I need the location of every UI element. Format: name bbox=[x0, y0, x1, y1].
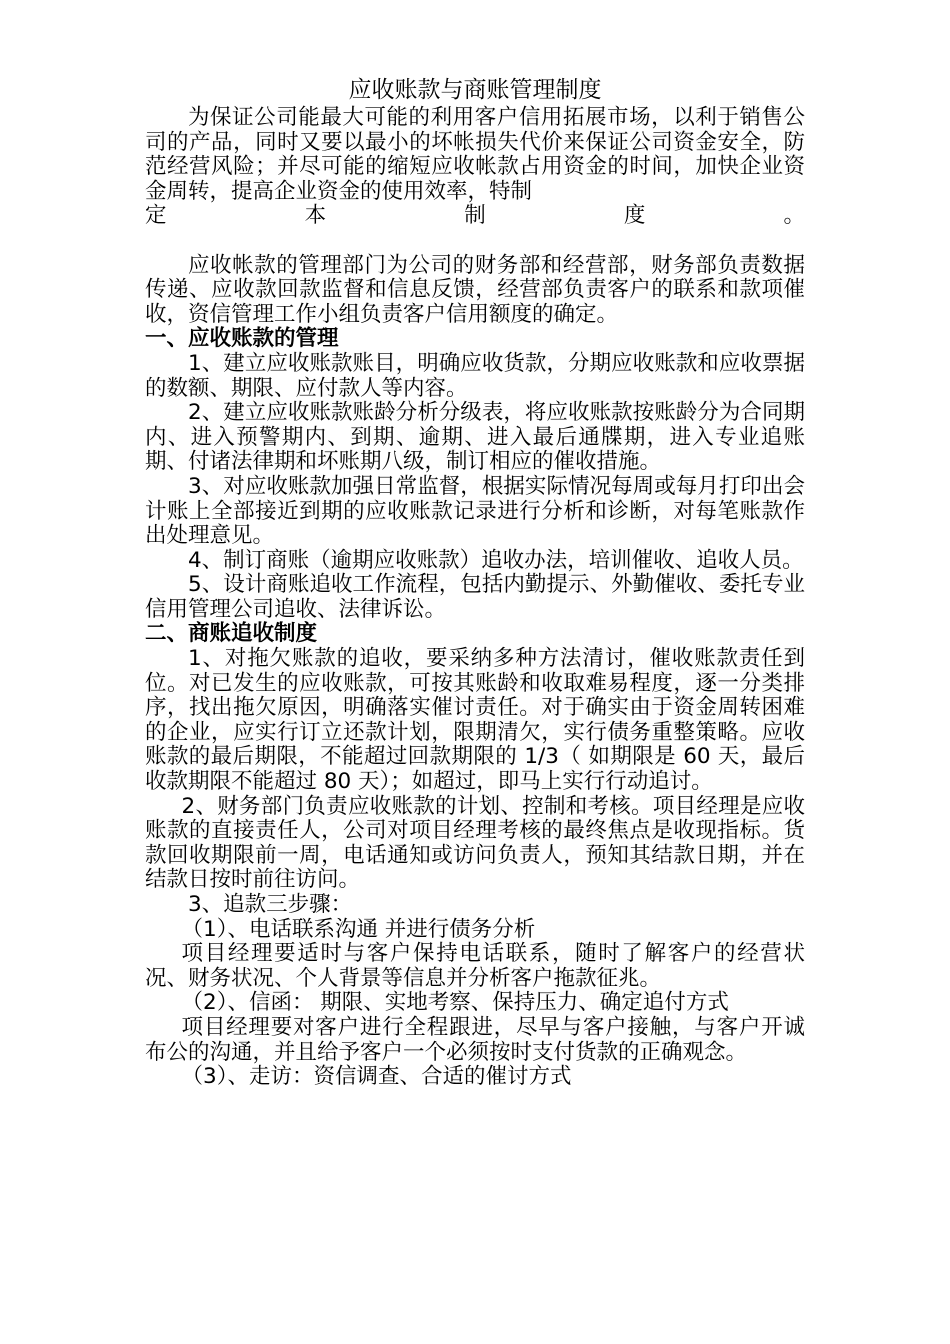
tail-char: 。 bbox=[783, 203, 805, 229]
section2-item: 2、财务部门负责应收账款的计划、控制和考核。项目经理是应收账款的直接责任人，公司对项目经理考核的最终焦点是收现指标。货款回收期限前一周，电话通知或访问负责人，预知其结款日期，并在结款日按时前往访问。 bbox=[145, 793, 805, 893]
document-page bbox=[145, 76, 805, 1090]
section-heading: 一、应收账款的管理 bbox=[145, 326, 339, 352]
section1-item: 3、对应收账款加强日常监督，根据实际情况每周或每月打印出会计账上全部接近到期的应收账款记录进行分析和诊断，对每笔账款作出处理意见。 bbox=[145, 473, 805, 549]
section-heading: 二、商账追收制度 bbox=[145, 621, 318, 647]
step-body: 项目经理要适时与客户保持电话联系，随时了解客户的经营状况、财务状况、个人背景等信息并分析客户拖款征兆。 bbox=[145, 941, 805, 991]
blank-line bbox=[145, 229, 805, 254]
section1-item: 5、设计商账追收工作流程，包括内勤提示、外勤催收、委托专业信用管理公司追收、法律诉讼。 bbox=[145, 572, 805, 622]
management-paragraph: 应收帐款的管理部门为公司的财务部和经营部，财务部负责数据传递、应收款回款监督和信息反馈，经营部负责客户的联系和款项催收，资信管理工作小组负责客户信用额度的确定。 bbox=[145, 252, 805, 327]
step-title: （3）、走访：资信调查、合适的催讨方式 bbox=[181, 1064, 572, 1090]
section2-item: 1、对拖欠账款的追收，要采纳多种方法清讨，催收账款责任到位。对已发生的应收账款，可按其账龄和收取难易程度，逐一分类排序，找出拖欠原因，明确落实催讨责任。对于确实由于资金周转困难的企业，应实行订立还款计划，限期清欠，实行债务重整策略。应收账款的最后期限，不能超过回款期限的 1/3（ 如期限是 60 天，最后收款期限不能超过 80 天）；如超过，即马上实行行动追讨。 bbox=[145, 646, 805, 795]
step-title: （2）、信函： 期限、实地考察、保持压力、确定追付方式 bbox=[181, 990, 729, 1016]
section1-item: 4、制订商账（逾期应收账款）追收办法，培训催收、追收人员。 bbox=[188, 547, 804, 573]
tail-char: 本 bbox=[304, 203, 327, 229]
tail-char: 度 bbox=[623, 203, 646, 229]
intro-paragraph: 为保证公司能最大可能的利用客户信用拓展市场，以利于销售公司的产品，同时又要以最小的坏帐损失代价来保证公司资金安全，防范经营风险；并尽可能的缩短应收帐款占用资金的时间，加快企业资金周转，提高企业资金的使用效率，特制 bbox=[145, 105, 805, 204]
tail-char: 制 bbox=[464, 203, 486, 229]
section1-item: 1、建立应收账款账目，明确应收货款，分期应收账款和应收票据的数额、期限、应付款人等内容。 bbox=[145, 350, 805, 401]
tail-char: 定 bbox=[145, 203, 167, 229]
intro-paragraph-tail bbox=[145, 204, 805, 229]
section1-item: 2、建立应收账款账龄分析分级表，将应收账款按账龄分为合同期内、进入预警期内、到期、逾期、进入最后通牒期，进入专业追账期、付诸法律期和坏账期八级，制订相应的催收措施。 bbox=[145, 400, 805, 475]
section2-item: 3、追款三步骤： bbox=[188, 892, 353, 917]
step-title: （1）、电话联系沟通 并进行债务分析 bbox=[181, 916, 536, 942]
step-body: 项目经理要对客户进行全程跟进，尽早与客户接触，与客户开诚布公的沟通，并且给予客户一个必须按时支付货款的正确观念。 bbox=[145, 1014, 805, 1065]
document-title: 应收账款与商账管理制度 bbox=[348, 77, 602, 103]
